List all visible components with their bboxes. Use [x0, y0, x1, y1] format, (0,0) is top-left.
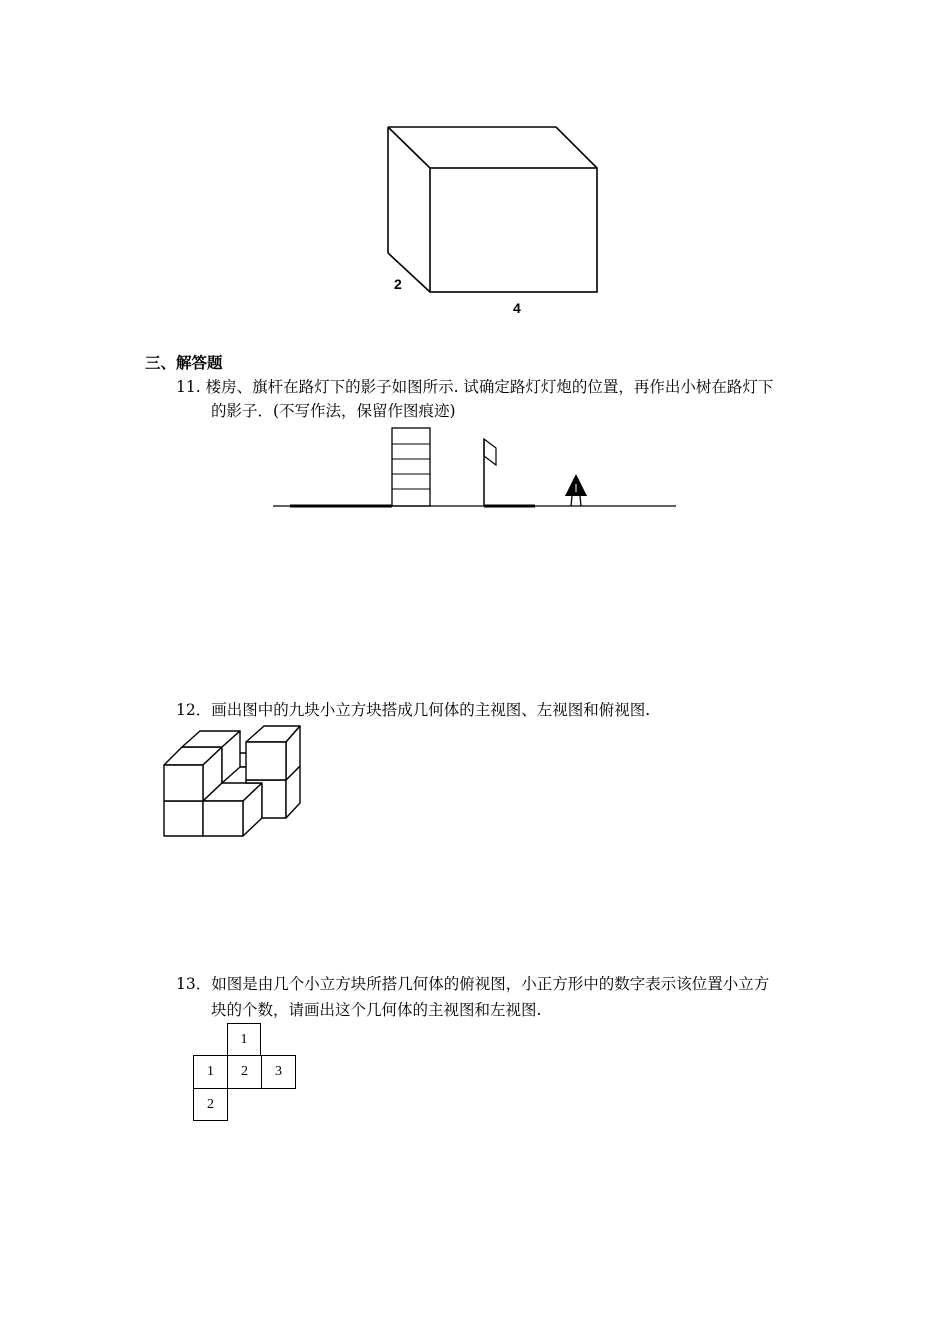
cuboid-depth-label: 2 — [394, 276, 402, 292]
grid-cell-mid-center-value: 2 — [241, 1064, 248, 1079]
grid-cell-mid-right-value: 3 — [275, 1064, 282, 1079]
grid-cell-bottom — [193, 1088, 228, 1121]
cuboid-width-label: 4 — [513, 300, 521, 316]
section-title: 三、解答题 — [145, 353, 223, 372]
q13-text-line2: 块的个数，请画出这个几何体的主视图和左视图. — [211, 1001, 542, 1019]
grid-cell-mid-right — [261, 1055, 296, 1089]
q13-text-line1: 13．如图是由几个小立方块所搭几何体的俯视图，小正方形中的数字表示该位置小立方 — [176, 975, 770, 993]
grid-cell-mid-left-value: 1 — [207, 1064, 214, 1079]
grid-cell-mid-center — [227, 1055, 262, 1089]
grid-cell-top — [227, 1023, 261, 1056]
q11-text-line1: 11. 楼房、旗杆在路灯下的影子如图所示. 试确定路灯灯炮的位置，再作出小树在路灯下 — [176, 378, 774, 396]
q11-text-line2: 的影子．(不写作法，保留作图痕迹) — [211, 402, 456, 420]
q12-text-line1: 12．画出图中的九块小立方块搭成几何体的主视图、左视图和俯视图. — [176, 701, 651, 719]
grid-cell-bottom-value: 2 — [207, 1096, 214, 1112]
grid-cell-mid-left — [193, 1055, 228, 1089]
grid-cell-top-value: 1 — [240, 1031, 248, 1047]
